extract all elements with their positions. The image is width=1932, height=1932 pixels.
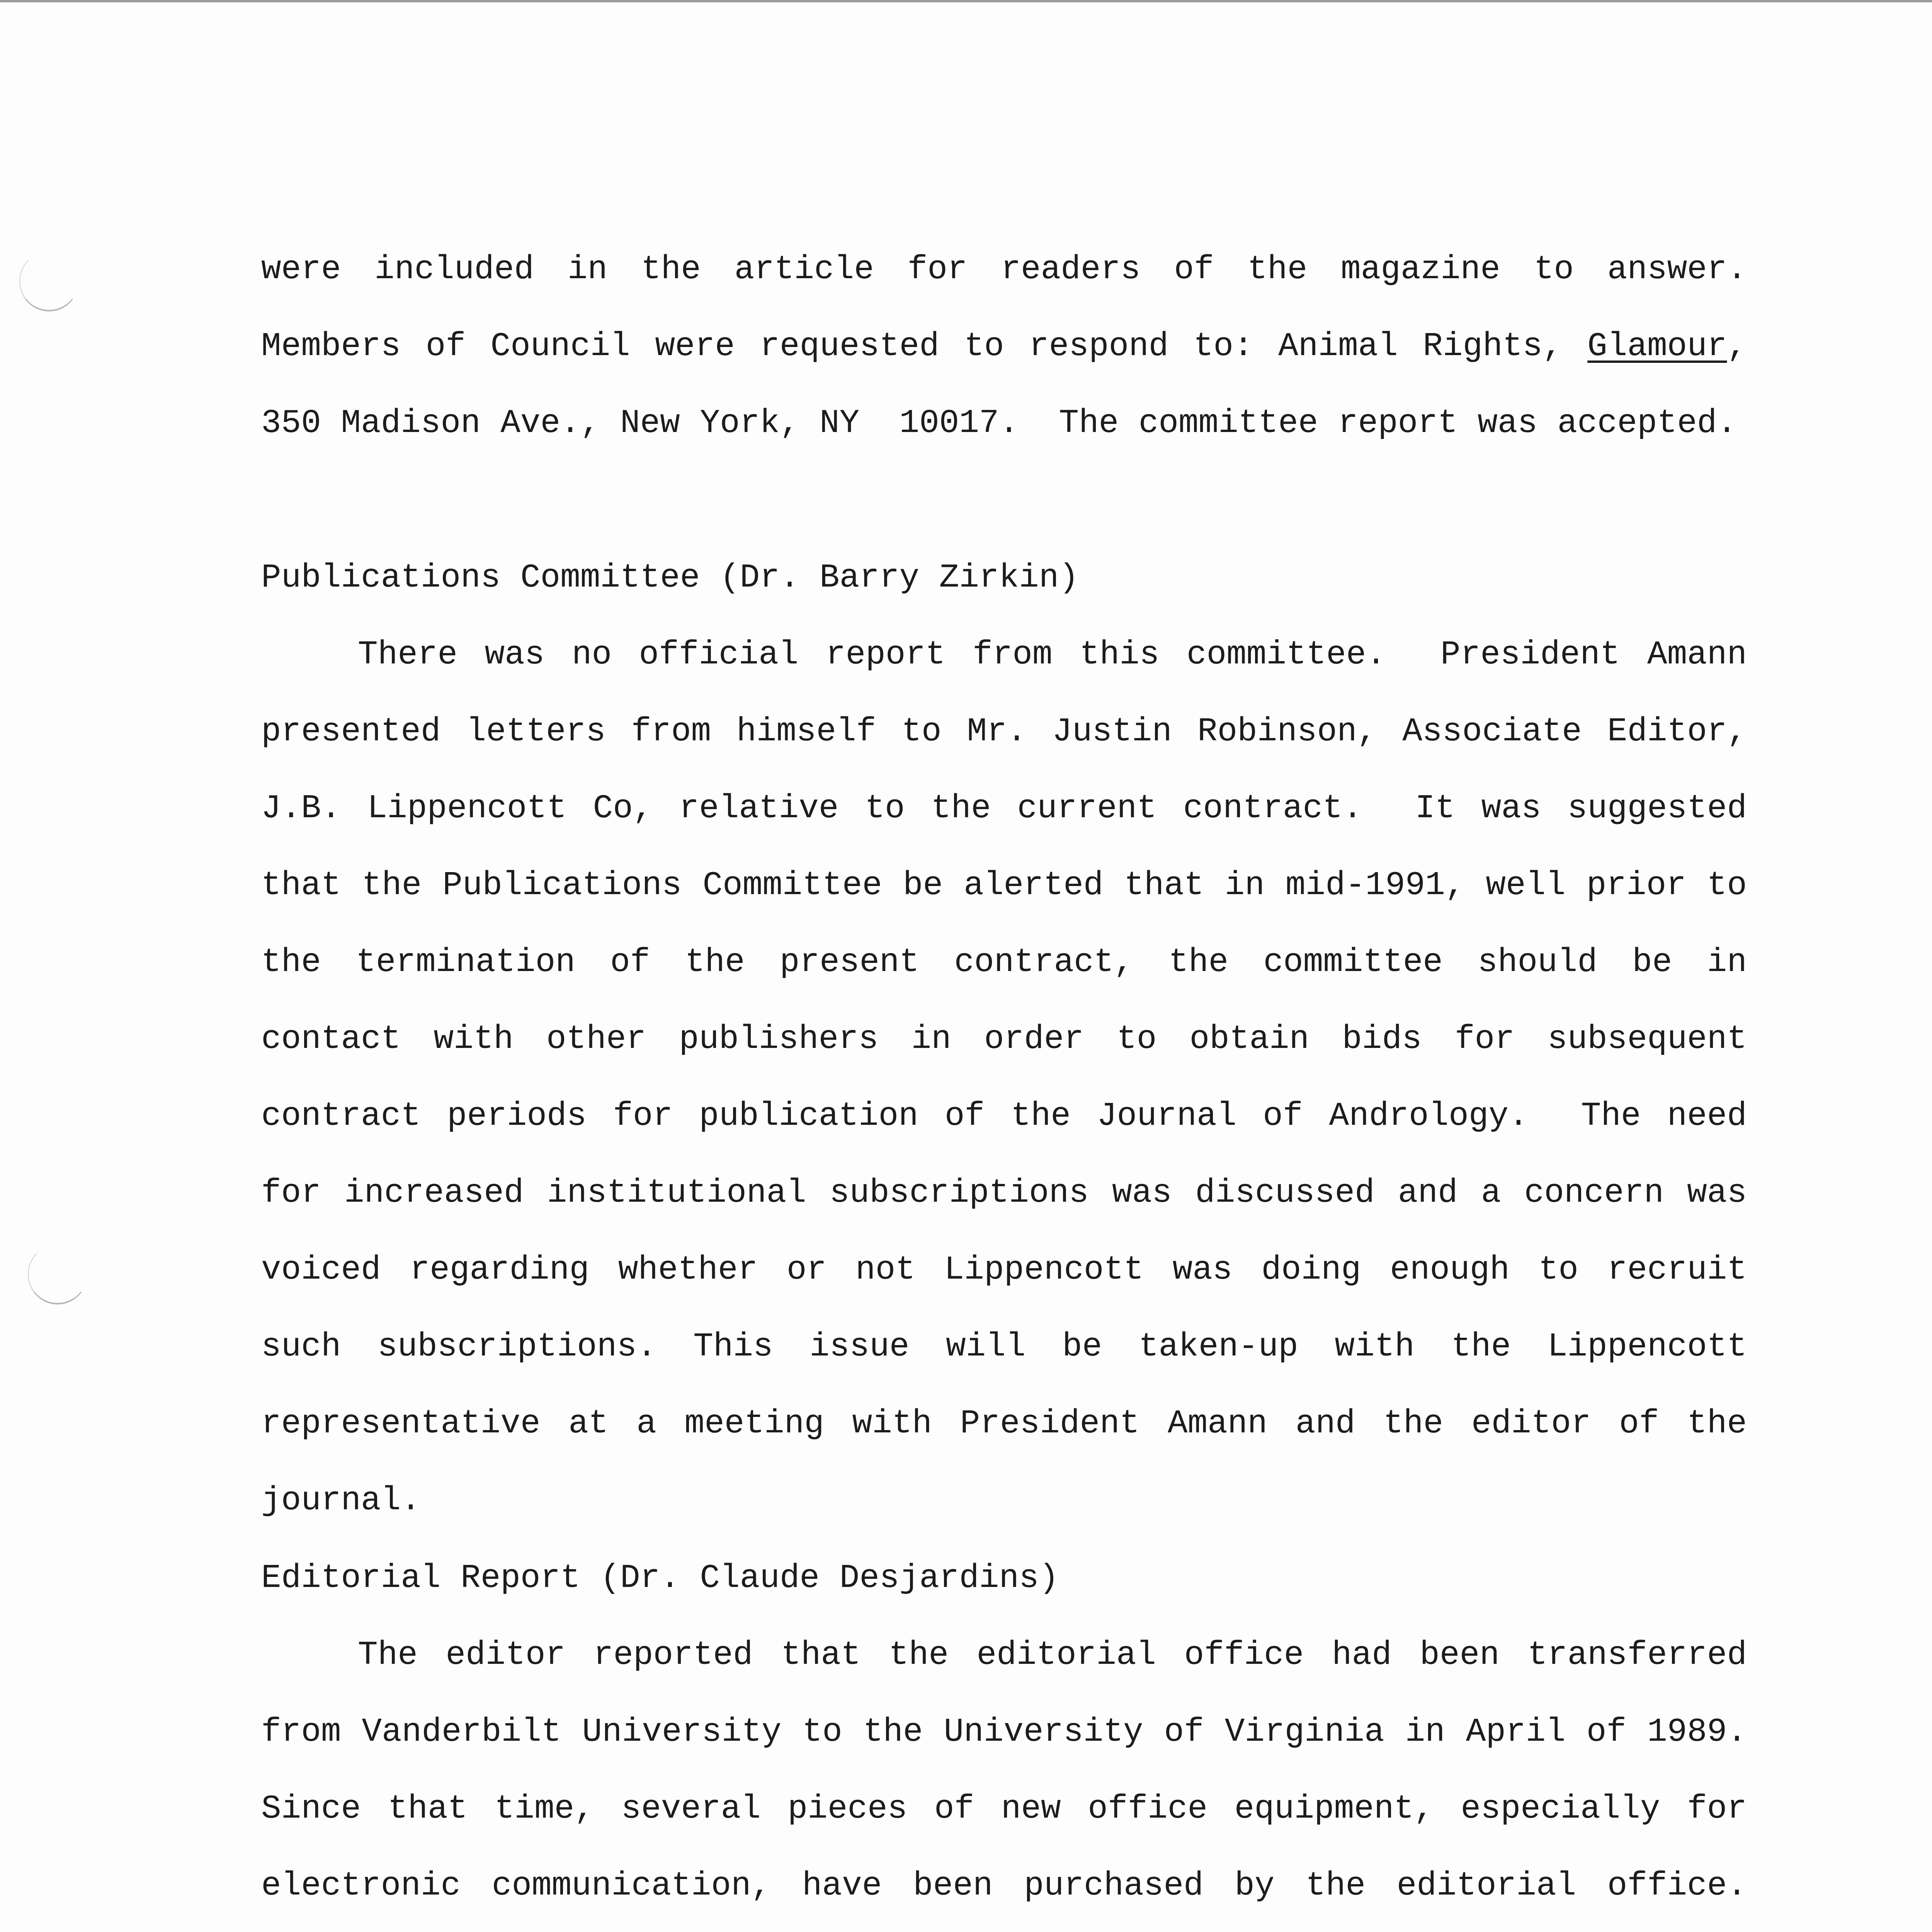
editorial-body: The editor reported that the editorial office had been transferred from Vanderbilt University to the University of Virginia in April of 1989. Since that time, several pieces of new office equipment, especially for electronic communication, have been purchased by the editorial office. — [261, 1636, 1747, 1905]
continued-paragraph — [261, 231, 1787, 462]
paragraph-continued — [261, 231, 1787, 462]
editorial-heading: Editorial Report (Dr. Claude Desjardins) — [261, 1559, 1059, 1597]
page-top-edge — [0, 0, 1932, 2]
editorial-section — [261, 1540, 1747, 1932]
publications-heading: Publications Committee (Dr. Barry Zirkin) — [261, 559, 1079, 597]
publications-body: There was no official report from this committee. President Amann presented letters from himself to Mr. Justin Robinson, Associate Editor, J.B. Lippencott Co, relative to the current contract. It was suggested that the Publications Committee be alerted that in mid-1991, well prior to the termination of the present contract, the committee should be in contact with other publishers in order to obtain bids for subsequent contract periods for publication of the Journal of Andrology. The need for increased institutional subscriptions was discussed and a concern was voiced regarding whether or not Lippencott was doing enough to recruit such subscriptions. This issue will be taken-up with the Lippencott representative at a meeting with President Amann and the editor of the journal. — [261, 636, 1767, 1519]
binder-hole-middle — [28, 1244, 87, 1304]
continued-text-end: , 350 Madison Ave., New York, NY 10017. The committee report was accepted. — [261, 327, 1767, 442]
binder-hole-top — [19, 251, 79, 311]
magazine-title-underlined: Glamour — [1587, 327, 1727, 365]
publications-section — [261, 539, 1767, 1539]
continued-text-start: were included in the article for readers of the magazine to answer. Members of Council were requested to respond to: Animal Rights, — [261, 250, 1787, 365]
